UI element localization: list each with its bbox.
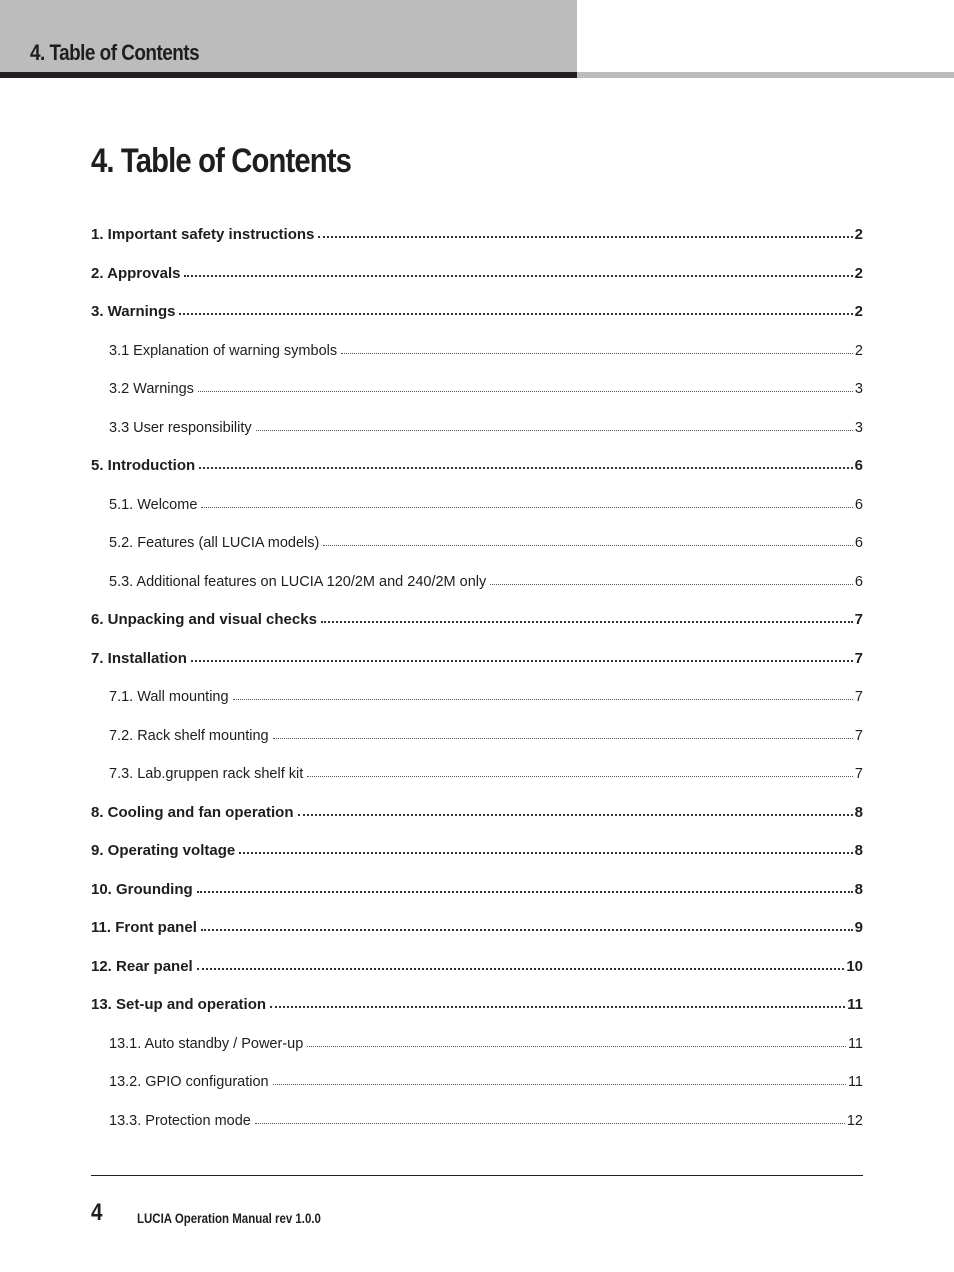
toc-entry-page: 8 xyxy=(854,842,863,859)
header-section-title: 4. Table of Contents xyxy=(30,40,200,65)
toc-entry[interactable] xyxy=(91,644,863,683)
toc-entry[interactable] xyxy=(91,528,863,567)
toc-entry-page: 2 xyxy=(854,342,863,359)
toc-entry[interactable] xyxy=(91,451,863,490)
toc-dot-leader xyxy=(273,1083,846,1085)
toc-entry[interactable] xyxy=(91,1029,863,1068)
toc-entry-label: 5.1. Welcome xyxy=(109,496,198,513)
toc-dot-leader xyxy=(490,583,853,585)
toc-entry-page: 6 xyxy=(854,457,863,474)
toc-entry-page: 7 xyxy=(854,611,863,628)
toc-entry-label: 7.2. Rack shelf mounting xyxy=(109,727,269,744)
toc-entry[interactable] xyxy=(91,836,863,875)
header-rule-dark xyxy=(0,72,577,78)
toc-entry-page: 7 xyxy=(854,766,863,782)
header-rule-light xyxy=(577,72,954,78)
footer-document-title: LUCIA Operation Manual rev 1.0.0 xyxy=(137,1210,321,1226)
toc-entry-label: 7.1. Wall mounting xyxy=(109,689,229,705)
table-of-contents xyxy=(91,220,863,1144)
toc-entry-page: 8 xyxy=(854,880,863,898)
toc-dot-leader xyxy=(270,1005,845,1008)
toc-entry[interactable] xyxy=(91,990,863,1029)
toc-entry-label: 11. Front panel xyxy=(91,919,197,936)
toc-dot-leader xyxy=(191,659,853,662)
toc-entry-label: 10. Grounding xyxy=(91,880,193,898)
toc-entry[interactable] xyxy=(91,336,863,375)
toc-dot-leader xyxy=(198,390,853,392)
toc-dot-leader xyxy=(239,851,852,854)
toc-entry-page: 6 xyxy=(854,573,863,590)
footer-page-number: 4 xyxy=(91,1199,103,1226)
toc-dot-leader xyxy=(201,928,853,931)
toc-entry-page: 2 xyxy=(854,264,863,282)
toc-entry-label: 8. Cooling and fan operation xyxy=(91,803,294,821)
toc-entry-label: 13.1. Auto standby / Power-up xyxy=(109,1035,304,1052)
toc-dot-leader xyxy=(298,813,853,816)
toc-entry-label: 5.3. Additional features on LUCIA 120/2M and 240/2M only xyxy=(109,573,487,590)
toc-entry-page: 11 xyxy=(847,996,863,1013)
toc-entry[interactable] xyxy=(91,374,863,413)
toc-dot-leader xyxy=(307,1045,846,1047)
toc-entry[interactable] xyxy=(91,721,863,760)
toc-dot-leader xyxy=(318,235,852,238)
toc-entry-label: 9. Operating voltage xyxy=(91,842,236,859)
toc-dot-leader xyxy=(256,429,853,431)
toc-dot-leader xyxy=(199,466,852,469)
toc-entry[interactable] xyxy=(91,952,863,991)
toc-entry[interactable] xyxy=(91,759,863,798)
toc-entry[interactable] xyxy=(91,297,863,336)
toc-entry-label: 12. Rear panel xyxy=(91,957,193,975)
toc-entry-page: 11 xyxy=(847,1074,863,1090)
toc-entry-label: 2. Approvals xyxy=(91,264,181,282)
toc-dot-leader xyxy=(273,737,853,739)
toc-entry-label: 13. Set-up and operation xyxy=(91,996,267,1013)
toc-entry-page: 3 xyxy=(854,419,863,436)
toc-entry-label: 3. Warnings xyxy=(91,303,176,320)
toc-dot-leader xyxy=(197,890,853,893)
toc-entry-page: 6 xyxy=(854,535,863,551)
toc-entry[interactable] xyxy=(91,913,863,952)
toc-entry[interactable] xyxy=(91,259,863,298)
toc-entry[interactable] xyxy=(91,567,863,606)
toc-entry[interactable] xyxy=(91,682,863,721)
toc-entry-label: 7.3. Lab.gruppen rack shelf kit xyxy=(109,766,304,782)
toc-entry-label: 5.2. Features (all LUCIA models) xyxy=(109,535,320,551)
toc-dot-leader xyxy=(341,352,853,354)
toc-entry-label: 3.1 Explanation of warning symbols xyxy=(109,342,338,359)
toc-entry-page: 7 xyxy=(854,689,863,705)
page-title: 4. Table of Contents xyxy=(91,142,352,180)
toc-entry-label: 6. Unpacking and visual checks xyxy=(91,611,317,628)
toc-entry[interactable] xyxy=(91,220,863,259)
toc-entry[interactable] xyxy=(91,1067,863,1106)
toc-entry-page: 8 xyxy=(854,803,863,821)
toc-entry-label: 13.3. Protection mode xyxy=(109,1112,251,1129)
toc-entry-page: 2 xyxy=(854,226,863,243)
toc-entry-page: 12 xyxy=(846,1112,863,1129)
footer-rule xyxy=(91,1175,863,1176)
toc-entry[interactable] xyxy=(91,490,863,529)
toc-dot-leader xyxy=(201,506,853,508)
toc-entry[interactable] xyxy=(91,413,863,452)
toc-entry-label: 5. Introduction xyxy=(91,457,196,474)
toc-entry-page: 9 xyxy=(854,919,863,936)
toc-dot-leader xyxy=(184,274,852,277)
toc-entry-label: 7. Installation xyxy=(91,649,187,667)
toc-dot-leader xyxy=(307,775,853,777)
toc-entry-page: 6 xyxy=(854,496,863,513)
toc-entry-page: 3 xyxy=(854,381,863,397)
toc-entry-label: 3.3 User responsibility xyxy=(109,419,252,436)
toc-dot-leader xyxy=(255,1122,845,1124)
toc-entry-page: 10 xyxy=(846,957,863,975)
toc-dot-leader xyxy=(321,620,853,623)
toc-entry-page: 7 xyxy=(854,727,863,744)
toc-entry-page: 7 xyxy=(854,649,863,667)
toc-entry[interactable] xyxy=(91,605,863,644)
toc-entry[interactable] xyxy=(91,875,863,914)
toc-entry-label: 13.2. GPIO configuration xyxy=(109,1074,269,1090)
toc-entry-page: 11 xyxy=(847,1035,863,1052)
toc-entry[interactable] xyxy=(91,1106,863,1145)
toc-entry[interactable] xyxy=(91,798,863,837)
toc-entry-label: 1. Important safety instructions xyxy=(91,226,315,243)
toc-dot-leader xyxy=(179,312,852,315)
toc-entry-page: 2 xyxy=(854,303,863,320)
toc-dot-leader xyxy=(323,544,853,546)
toc-dot-leader xyxy=(197,967,845,970)
toc-dot-leader xyxy=(233,698,853,700)
toc-entry-label: 3.2 Warnings xyxy=(109,381,194,397)
